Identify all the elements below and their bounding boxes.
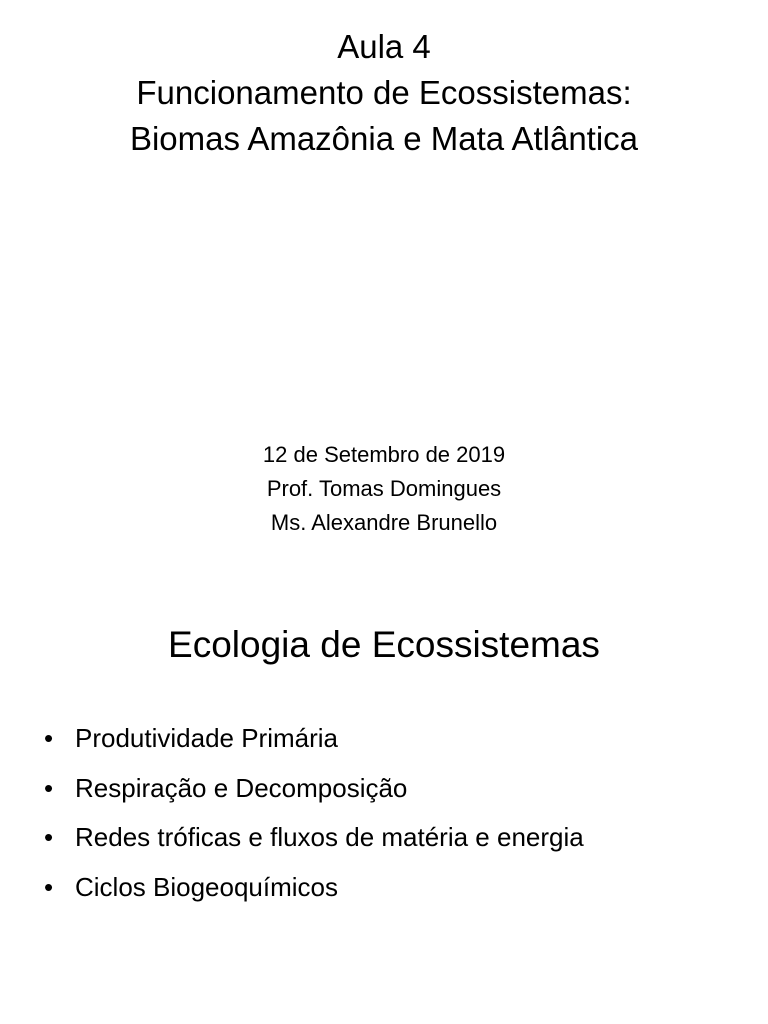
list-item [44,813,584,863]
title-line-lesson: Aula 4 [337,28,431,65]
bullet-list [44,714,584,912]
subtitle-assistant: Ms. Alexandre Brunello [270,510,498,535]
subtitle-professor: Prof. Tomas Domingues [266,476,502,501]
list-item [44,764,584,814]
title-line-topic: Funcionamento de Ecossistemas: [136,74,632,111]
slide-2-title: Ecologia de Ecossistemas [168,624,600,665]
list-item-text: Ciclos Biogeoquímicos [75,871,339,902]
list-item-text: Redes tróficas e fluxos de matéria e energia [75,822,584,852]
title-line-biomes: Biomas Amazônia e Mata Atlântica [129,120,639,157]
slide-1-title [0,24,768,162]
slide-1-subtitle [0,438,768,540]
bullet-dot: • [44,723,54,753]
list-item [44,714,584,764]
subtitle-date: 12 de Setembro de 2019 [262,442,506,467]
bullet-dot: • [44,822,54,852]
bullet-dot: • [44,871,54,902]
list-item [44,863,584,913]
slide-2 [0,590,768,1024]
list-item-text: Respiração e Decomposição [75,772,408,803]
list-item-text: Produtividade Primária [75,723,339,753]
bullet-dot: • [44,772,54,803]
